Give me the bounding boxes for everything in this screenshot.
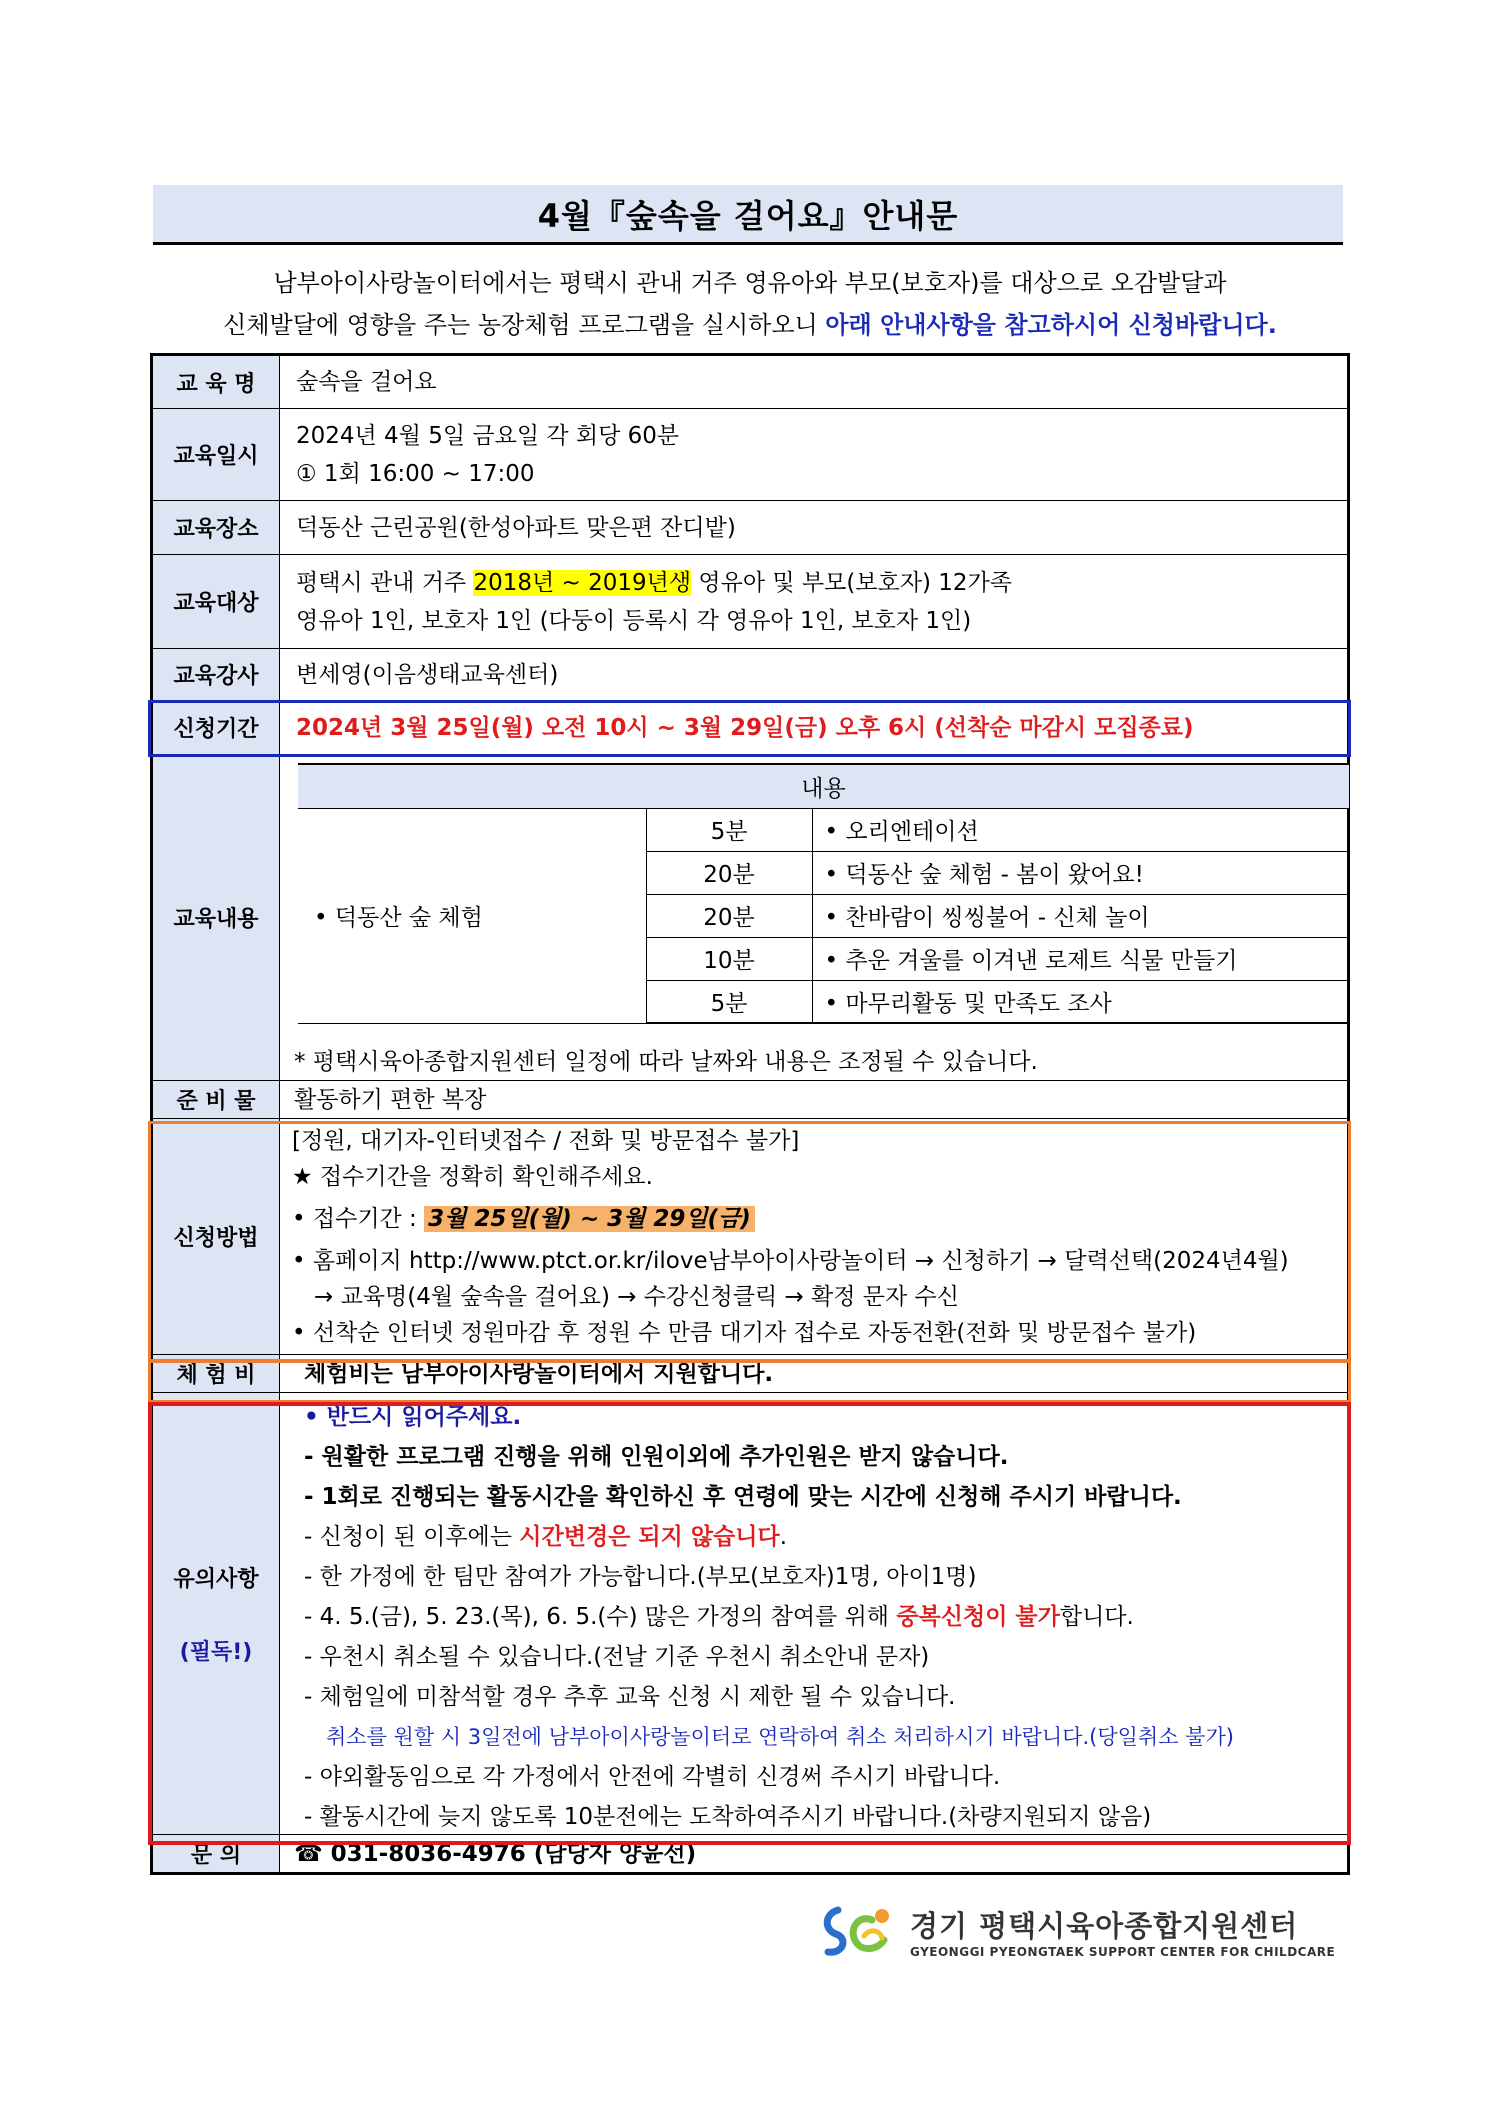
datetime-line-1: 2024년 4월 5일 금요일 각 회당 60분 [296, 422, 680, 449]
content-item-time: 5분 [646, 980, 812, 1023]
value-target [280, 555, 1347, 648]
value-datetime [280, 409, 1347, 500]
content-item-desc: • 오리엔테이션 [812, 808, 1349, 851]
label-fee: 체 험 비 [153, 1355, 280, 1392]
notice-item-3-red: 시간변경은 되지 않습니다 [519, 1524, 780, 1550]
notice-item-5-a: - 4. 5.(금), 5. 23.(목), 6. 5.(수) 많은 가정의 참여를 위해 [304, 1604, 897, 1630]
target-line-2: 영유아 1인, 보호자 1인 (다둥이 등록시 각 영유아 1인, 보호자 1인) [296, 607, 972, 634]
label-notice-cell [153, 1393, 280, 1834]
label-supplies: 준 비 물 [153, 1081, 280, 1118]
notice-item-2: - 1회로 진행되는 활동시간을 확인하신 후 연령에 맞는 시간에 신청해 주시기 바랍니다. [304, 1484, 1182, 1510]
content-item-row [298, 808, 1349, 851]
label-period: 신청기간 [153, 701, 280, 754]
notice-item-5-b: 합니다. [1059, 1604, 1134, 1630]
row-datetime [153, 408, 1347, 500]
org-logo [820, 1900, 1335, 1962]
method-line-3-a: • 접수기간 : [292, 1206, 425, 1232]
label-name: 교 육 명 [153, 356, 280, 408]
intro-highlight: 아래 안내사항을 참고하시어 신청바랍니다. [825, 311, 1277, 339]
row-place [153, 500, 1347, 554]
intro-line-1: 남부아이사랑놀이터에서는 평택시 관내 거주 영유아와 부모(보호자)를 대상으로 오감발달과 [273, 269, 1227, 297]
value-fee: 체험비는 남부아이사랑놀이터에서 지원합니다. [304, 1360, 774, 1387]
label-target: 교육대상 [153, 555, 280, 648]
label-notice: 유의사항 [173, 1566, 259, 1592]
notice-item-7-sub: 취소를 원할 시 3일전에 남부아이사랑놀이터로 연락하여 취소 처리하시기 바랍니다.(당일취소 불가) [326, 1725, 1234, 1749]
value-notice [280, 1393, 1347, 1834]
value-method [280, 1119, 1347, 1354]
value-period: 2024년 3월 25일(월) 오전 10시 ~ 3월 29일(금) 오후 6시 (선착순 마감시 모집종료) [296, 714, 1194, 741]
value-contact: ☎ 031-8036-4976 (담당자 양윤선) [294, 1840, 697, 1867]
content-item-time: 5분 [646, 808, 812, 851]
method-period-highlight: 3월 25일(월) ~ 3월 29일(금) [424, 1206, 755, 1232]
content-header: 내용 [298, 764, 1349, 808]
intro-line-2 [140, 304, 1360, 346]
notice-item-6: - 우천시 취소될 수 있습니다.(전날 기준 우천시 취소안내 문자) [304, 1644, 930, 1670]
notice-item-1: - 원활한 프로그램 진행을 위해 인원이외에 추가인원은 받지 않습니다. [304, 1444, 1009, 1470]
content-header-row [298, 764, 1349, 808]
method-line-5: → 교육명(4월 숲속을 걸어요) → 수강신청클릭 → 확정 문자 수신 [314, 1284, 959, 1310]
label-datetime: 교육일시 [153, 409, 280, 500]
target-line-1-b: 영유아 및 부모(보호자) 12가족 [691, 569, 1012, 596]
label-place: 교육장소 [153, 501, 280, 554]
value-period-cell [280, 701, 1347, 754]
label-instructor: 교육강사 [153, 649, 280, 700]
notice-item-3-b: . [779, 1524, 788, 1550]
content-item-desc: • 마무리활동 및 만족도 조사 [812, 980, 1349, 1023]
row-instructor [153, 648, 1347, 700]
value-place: 덕동산 근린공원(한성아파트 맞은편 잔디밭) [296, 514, 736, 541]
value-name: 숲속을 걸어요 [296, 369, 437, 395]
label-method: 신청방법 [153, 1119, 280, 1354]
method-line-6: • 선착순 인터넷 정원마감 후 정원 수 만큼 대기자 접수로 자동전환(전화 및 방문접수 불가) [292, 1320, 1197, 1346]
row-fee [153, 1354, 1347, 1392]
notice-must-read: • 반드시 읽어주세요. [304, 1404, 522, 1430]
notice-item-4: - 한 가정에 한 팀만 참여가 가능합니다.(부모(보호자)1명, 아이1명) [304, 1564, 977, 1590]
content-item-time: 20분 [646, 894, 812, 937]
method-line-3 [292, 1201, 1335, 1237]
datetime-line-2: ① 1회 16:00 ~ 17:00 [296, 460, 535, 487]
label-contact: 문 의 [153, 1835, 280, 1872]
value-instructor: 변세영(이음생태교육센터) [296, 661, 559, 688]
row-method [153, 1118, 1347, 1354]
method-line-2: ★ 접수기간을 정확히 확인해주세요. [292, 1164, 653, 1190]
org-text [910, 1904, 1335, 1959]
notice-item-5 [304, 1597, 1323, 1637]
content-note: * 평택시육아종합지원센터 일정에 따라 날짜와 내용은 조정될 수 있습니다. [294, 1049, 1038, 1075]
notice-item-9: - 활동시간에 늦지 않도록 10분전에는 도착하여주시기 바랍니다.(차량지원되지 않음) [304, 1804, 1152, 1830]
logo-icon [820, 1900, 898, 1962]
value-supplies: 활동하기 편한 복장 [294, 1086, 487, 1113]
row-target [153, 554, 1347, 648]
row-period [153, 700, 1347, 754]
content-table [298, 763, 1349, 1024]
label-notice-must: (필독!) [179, 1639, 253, 1665]
method-line-4: • 홈페이지 http://www.ptct.or.kr/ilove남부아이사랑놀이터 → 신청하기 → 달력선택(2024년4월) [292, 1248, 1289, 1274]
content-item-desc: • 덕동산 숲 체험 - 봄이 왔어요! [812, 851, 1349, 894]
target-line-1-a: 평택시 관내 거주 [296, 569, 474, 596]
notice-item-8: - 야외활동임으로 각 가정에서 안전에 각별히 신경써 주시기 바랍니다. [304, 1764, 1001, 1790]
intro-line-2-plain: 신체발달에 영향을 주는 농장체험 프로그램을 실시하오니 [223, 311, 826, 339]
row-content [153, 754, 1347, 1080]
row-supplies [153, 1080, 1347, 1118]
content-item-desc: • 찬바람이 씽씽불어 - 신체 놀이 [812, 894, 1349, 937]
content-program: • 덕동산 숲 체험 [298, 808, 646, 1023]
info-table [150, 353, 1350, 1875]
target-line-1 [296, 564, 1331, 602]
org-name: 경기 평택시육아종합지원센터 [910, 1908, 1299, 1943]
row-contact [153, 1834, 1347, 1872]
value-content [280, 755, 1349, 1080]
notice-item-3-a: - 신청이 된 이후에는 [304, 1524, 520, 1550]
target-year-highlight: 2018년 ~ 2019년생 [473, 569, 692, 596]
intro-text [140, 262, 1360, 346]
notice-item-7: - 체험일에 미참석할 경우 추후 교육 신청 시 제한 될 수 있습니다. [304, 1684, 956, 1710]
method-line-1: [정원, 대기자-인터넷접수 / 전화 및 방문접수 불가] [292, 1128, 800, 1154]
notice-item-3 [304, 1517, 1323, 1557]
label-content: 교육내용 [153, 755, 280, 1080]
row-name [153, 356, 1347, 408]
page-title: 4월『숲속을 걸어요』안내문 [153, 185, 1343, 245]
org-name-en: GYEONGGI PYEONGTAEK SUPPORT CENTER FOR CHILDCARE [910, 1944, 1336, 1959]
content-item-time: 20분 [646, 851, 812, 894]
content-item-desc: • 추운 겨울를 이겨낸 로제트 식물 만들기 [812, 937, 1349, 980]
content-item-time: 10분 [646, 937, 812, 980]
row-notice [153, 1392, 1347, 1834]
notice-item-5-red: 중복신청이 불가 [896, 1604, 1060, 1630]
